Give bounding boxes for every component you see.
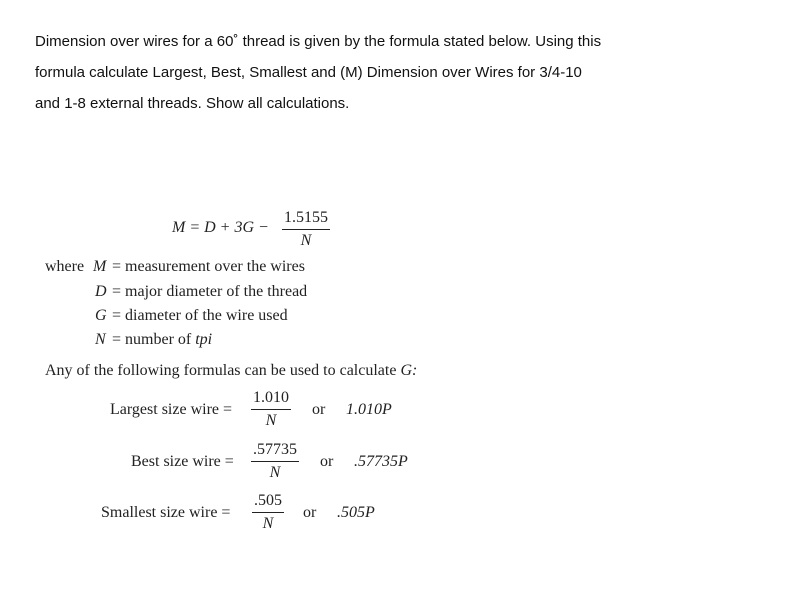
largest-denominator: N (265, 412, 277, 429)
best-denominator: N (269, 464, 281, 481)
smallest-fraction (252, 492, 284, 533)
best-or: or (320, 453, 334, 470)
def-n-text: = number of (112, 331, 192, 348)
def-d: = major diameter of the thread (112, 283, 308, 300)
any-formulas-text (45, 362, 417, 380)
var-m: M (93, 258, 107, 275)
smallest-label: Smallest size wire = (101, 504, 231, 521)
best-alt: .57735P (354, 453, 408, 470)
best-fraction (251, 441, 299, 482)
any-formulas-var: G: (400, 362, 418, 379)
any-formulas-label: Any of the following formulas can be used to calculate (45, 362, 397, 379)
largest-alt: 1.010P (346, 401, 392, 418)
def-n-tpi: tpi (195, 331, 213, 348)
where-label: where (45, 258, 85, 275)
best-label: Best size wire = (131, 453, 234, 470)
def-n (112, 331, 212, 349)
largest-or: or (312, 401, 326, 418)
var-d: D (95, 283, 107, 300)
best-numerator: .57735 (251, 441, 299, 462)
prompt-line-1: Dimension over wires for a 60˚ thread is given by the formula stated below. Using this (35, 33, 602, 50)
smallest-or: or (303, 504, 317, 521)
smallest-numerator: .505 (252, 492, 284, 513)
main-formula-numerator: 1.5155 (282, 209, 330, 230)
largest-label: Largest size wire = (110, 401, 233, 418)
smallest-alt: .505P (337, 504, 375, 521)
prompt-line-3: and 1-8 external threads. Show all calculations. (35, 95, 350, 112)
smallest-denominator: N (262, 515, 274, 532)
def-m: = measurement over the wires (112, 258, 305, 275)
def-g: = diameter of the wire used (112, 307, 288, 324)
main-formula-lhs: M = D + 3G − (172, 219, 269, 236)
largest-fraction (251, 389, 291, 430)
var-n: N (95, 331, 106, 348)
main-formula-denominator: N (300, 232, 312, 249)
largest-numerator: 1.010 (251, 389, 291, 410)
var-g: G (95, 307, 107, 324)
main-formula-fraction (282, 209, 330, 250)
prompt-line-2: formula calculate Largest, Best, Smallest and (M) Dimension over Wires for 3/4-10 (35, 64, 582, 81)
